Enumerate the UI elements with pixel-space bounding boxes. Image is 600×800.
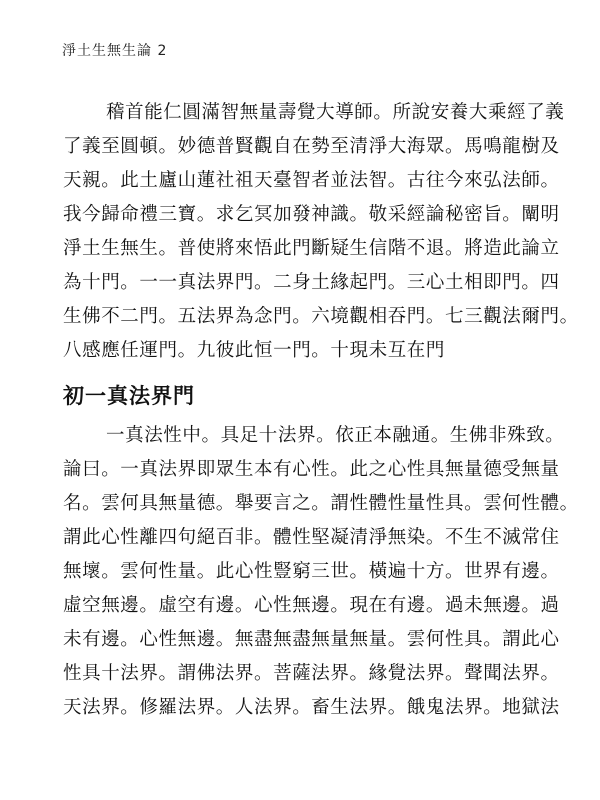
intro-paragraph — [63, 96, 579, 368]
body-line: 一真法性中。具足十法界。依正本融通。生佛非殊致。 — [106, 425, 565, 446]
running-header: 淨土生無生論 2 — [62, 43, 168, 59]
body-line: 天法界。修羅法界。人法界。畜生法界。餓鬼法界。地獄法 — [63, 697, 560, 718]
body-line: 性具十法界。謂佛法界。菩薩法界。緣覺法界。聲聞法界。 — [63, 663, 560, 684]
section-body — [63, 419, 579, 725]
body-line: 無壞。雲何性量。此心性豎窮三世。橫遍十方。世界有邊。 — [63, 561, 560, 582]
section-heading: 初一真法界門 — [63, 384, 195, 408]
intro-line: 八感應任運門。九彼此恒一門。十現未互在門 — [63, 340, 446, 361]
intro-line: 我今歸命禮三寶。求乞冥加發神識。敬采經論秘密旨。闡明 — [63, 204, 560, 225]
body-line: 名。雲何具無量德。舉要言之。謂性體性量性具。雲何性體。 — [63, 493, 579, 514]
body-line: 論曰。一真法界即眾生本有心性。此之心性具無量德受無量 — [63, 459, 560, 480]
body-line: 未有邊。心性無邊。無盡無盡無量無量。雲何性具。謂此心 — [63, 629, 560, 650]
intro-line: 稽首能仁圓滿智無量壽覺大導師。所說安養大乘經了義 — [106, 102, 565, 123]
body-line: 虛空無邊。虛空有邊。心性無邊。現在有邊。過未無邊。過 — [63, 595, 560, 616]
body-line: 謂此心性離四句絕百非。體性堅凝清淨無染。不生不滅常住 — [63, 527, 560, 548]
intro-line: 了義至圓頓。妙德普賢觀自在勢至清淨大海眾。馬鳴龍樹及 — [63, 136, 560, 157]
intro-line: 生佛不二門。五法界為念門。六境觀相吞門。七三觀法爾門。 — [63, 306, 579, 327]
intro-line: 天親。此土廬山蓮社祖天臺智者並法智。古往今來弘法師。 — [63, 170, 560, 191]
intro-line: 淨土生無生。普使將來悟此門斷疑生信階不退。將造此論立 — [63, 238, 560, 259]
intro-line: 為十門。一一真法界門。二身土緣起門。三心土相即門。四 — [63, 272, 560, 293]
